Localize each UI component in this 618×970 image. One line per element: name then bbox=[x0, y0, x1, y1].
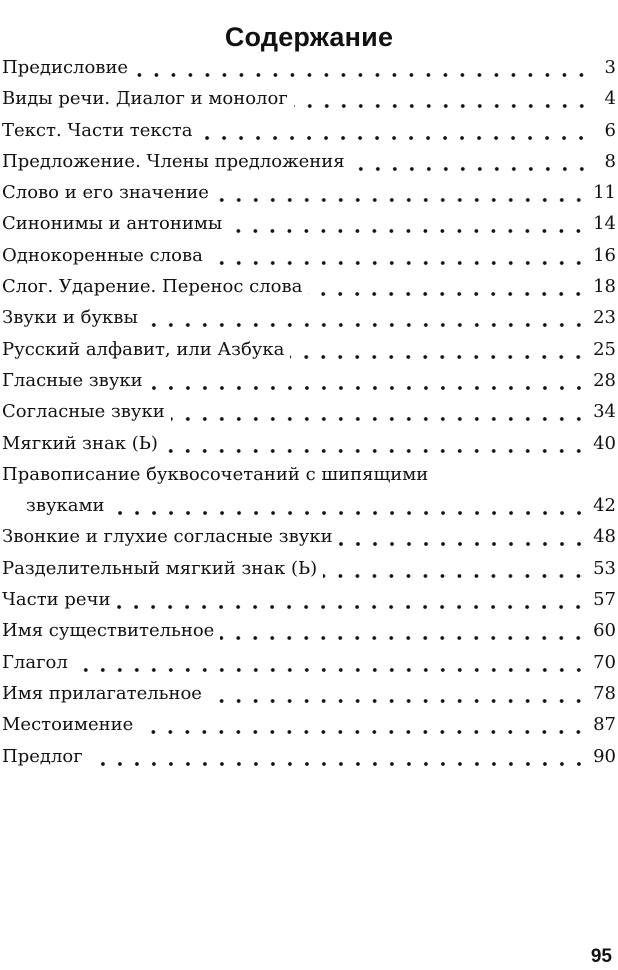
page-number: 95 bbox=[590, 946, 612, 967]
toc-entry bbox=[2, 271, 616, 302]
dot-leader bbox=[149, 365, 587, 396]
toc-entry bbox=[2, 83, 616, 114]
toc-entry-page: 78 bbox=[593, 682, 616, 704]
toc-entry-page: 53 bbox=[593, 557, 616, 579]
toc-entry-page: 90 bbox=[593, 745, 616, 767]
toc-entry bbox=[2, 208, 616, 239]
toc-entry bbox=[2, 553, 616, 584]
toc-entry-title: Местоимение bbox=[2, 714, 134, 736]
toc-entry bbox=[2, 396, 616, 427]
toc-entry bbox=[2, 647, 616, 678]
toc-entry-page: 42 bbox=[593, 495, 616, 517]
toc-entry-page: 8 bbox=[604, 150, 616, 172]
dot-leader bbox=[111, 490, 588, 521]
dot-leader bbox=[144, 302, 587, 333]
toc-entry-page: 18 bbox=[593, 276, 616, 298]
dot-leader bbox=[198, 115, 590, 146]
toc-entry bbox=[2, 615, 616, 646]
toc-entry-title: Предисловие bbox=[2, 57, 129, 78]
dot-leader bbox=[171, 396, 587, 427]
dot-leader bbox=[290, 334, 587, 365]
dot-leader bbox=[351, 146, 590, 177]
toc-entry-title: Виды речи. Диалог и монолог bbox=[2, 88, 288, 110]
dot-leader bbox=[89, 741, 587, 772]
dot-leader bbox=[139, 709, 587, 740]
toc-entry-page: 48 bbox=[593, 526, 616, 548]
toc-entry-page: 25 bbox=[593, 338, 616, 360]
toc-entry bbox=[2, 240, 616, 271]
dot-leader bbox=[228, 208, 587, 239]
toc-entry bbox=[2, 741, 616, 772]
toc-entry-page: 4 bbox=[604, 88, 616, 110]
toc-entry-page: 6 bbox=[604, 119, 616, 141]
dot-leader bbox=[220, 615, 587, 646]
toc-entry-title: Предлог bbox=[2, 745, 83, 767]
toc-entry-page: 3 bbox=[604, 57, 616, 78]
toc-entry-page: 23 bbox=[593, 307, 616, 329]
toc-entry-title: Предложение. Члены предложения bbox=[2, 150, 345, 172]
toc-entry-page: 57 bbox=[593, 589, 616, 611]
toc-entry-page: 28 bbox=[593, 369, 616, 391]
page-title: Содержание bbox=[224, 22, 394, 53]
dot-leader bbox=[308, 271, 587, 302]
dot-leader bbox=[208, 678, 587, 709]
toc-entry bbox=[2, 177, 616, 208]
toc-entry-title: Части речи bbox=[2, 589, 111, 611]
toc-entry bbox=[2, 365, 616, 396]
toc-entry-title: Разделительный мягкий знак (Ь) bbox=[2, 557, 318, 579]
toc-entry-title: Правописание буквосочетаний с шипящими bbox=[2, 463, 429, 485]
toc-entry-title: Звонкие и глухие согласные звуки bbox=[2, 526, 333, 548]
toc-entry-page: 70 bbox=[593, 651, 616, 673]
dot-leader bbox=[134, 52, 590, 83]
toc-entry-title: Однокоренные слова bbox=[2, 244, 203, 266]
toc-entry-title: Слово и его значение bbox=[2, 182, 209, 204]
toc-entry bbox=[2, 302, 616, 333]
toc-entry bbox=[2, 521, 616, 552]
dot-leader bbox=[164, 428, 587, 459]
toc-entry-title: Синонимы и антонимы bbox=[2, 213, 223, 235]
toc-entry bbox=[2, 146, 616, 177]
dot-leader bbox=[209, 240, 587, 271]
toc-entry-title: Согласные звуки bbox=[2, 401, 165, 423]
toc-entry-page: 16 bbox=[593, 244, 616, 266]
table-of-contents bbox=[2, 52, 616, 772]
toc-entry-title: Русский алфавит, или Азбука bbox=[2, 338, 285, 360]
toc-entry bbox=[2, 584, 616, 615]
dot-leader bbox=[74, 647, 587, 678]
toc-entry-title: Мягкий знак (Ь) bbox=[2, 432, 158, 454]
toc-entry-title: Имя прилагательное bbox=[2, 682, 202, 704]
toc-entry-title: Гласные звуки bbox=[2, 369, 143, 391]
toc-entry-page: 11 bbox=[593, 182, 616, 204]
toc-entry bbox=[2, 709, 616, 740]
dot-leader bbox=[294, 83, 590, 114]
toc-entry bbox=[2, 52, 616, 83]
toc-entry-title: Глагол bbox=[2, 651, 68, 673]
toc-entry-page: 40 bbox=[593, 432, 616, 454]
dot-leader bbox=[116, 584, 587, 615]
toc-entry bbox=[2, 459, 616, 522]
toc-entry-page: 14 bbox=[593, 213, 616, 235]
toc-entry-title: Слог. Ударение. Перенос слова bbox=[2, 276, 303, 298]
toc-entry bbox=[2, 428, 616, 459]
toc-entry-title-continuation: звуками bbox=[26, 495, 105, 517]
dot-leader bbox=[215, 177, 587, 208]
toc-entry-title: Звуки и буквы bbox=[2, 307, 138, 329]
toc-entry bbox=[2, 115, 616, 146]
toc-entry bbox=[2, 334, 616, 365]
toc-entry-title: Имя существительное bbox=[2, 620, 215, 642]
toc-entry-page: 34 bbox=[593, 401, 616, 423]
dot-leader bbox=[323, 553, 587, 584]
toc-entry-page: 87 bbox=[593, 714, 616, 736]
toc-entry-page: 60 bbox=[593, 620, 616, 642]
dot-leader bbox=[339, 521, 588, 552]
toc-entry-title: Текст. Части текста bbox=[2, 119, 193, 141]
toc-entry bbox=[2, 678, 616, 709]
